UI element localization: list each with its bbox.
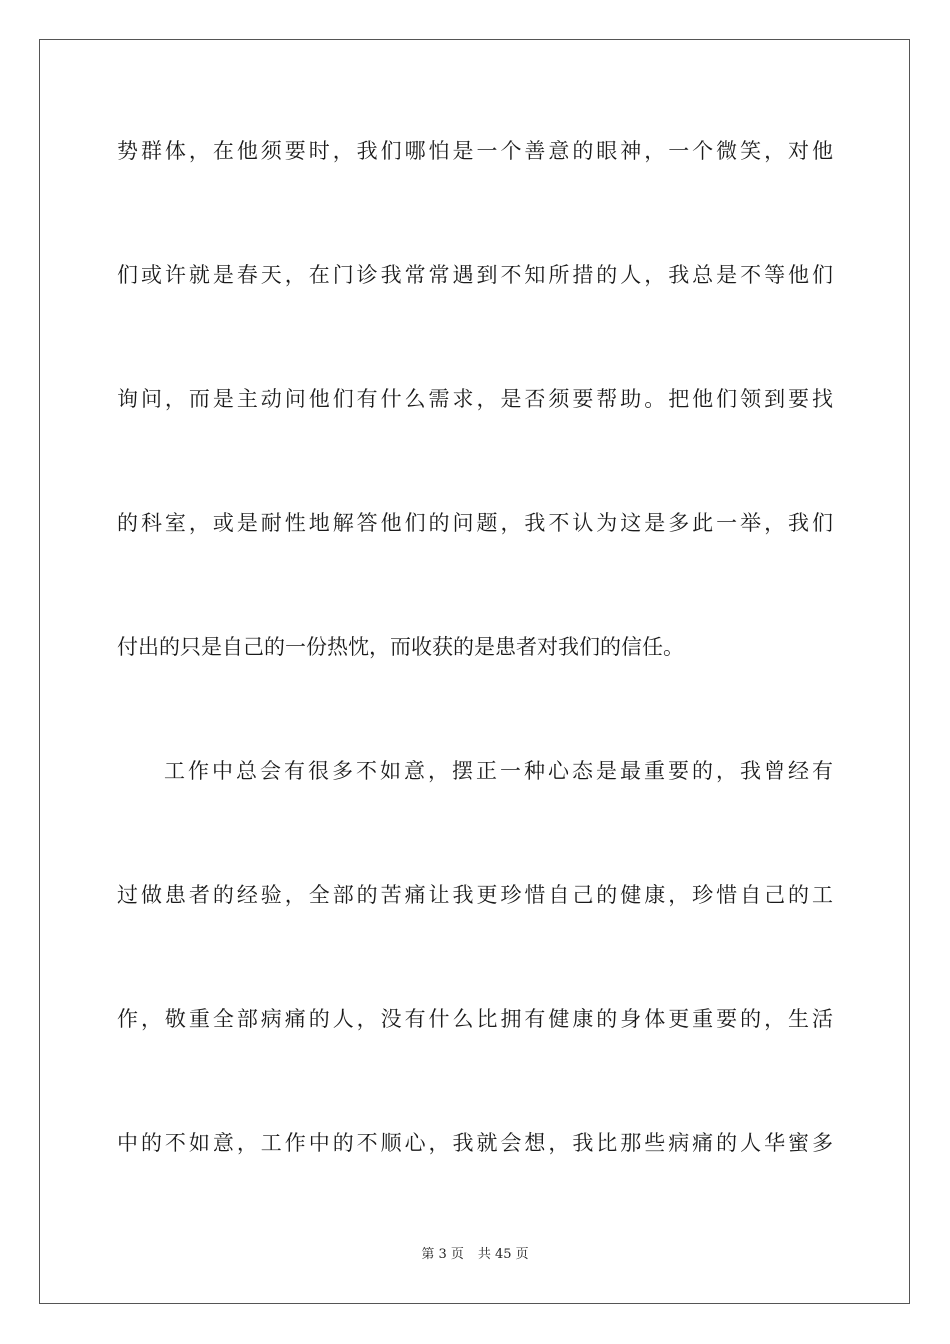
page-total: 共 45 页 bbox=[477, 1247, 529, 1262]
paragraph-line-7: 过做患者的经验，全部的苦痛让我更珍惜自己的健康，珍惜自己的工 bbox=[117, 883, 833, 907]
paragraph-line-5: 付出的只是自己的一份热忱，而收获的是患者对我们的信任。 bbox=[117, 635, 684, 659]
page-number: 第 3 页 bbox=[421, 1247, 464, 1262]
paragraph-line-3: 询问，而是主动问他们有什么需求，是否须要帮助。把他们领到要找 bbox=[117, 387, 833, 411]
paragraph-line-4: 的科室，或是耐性地解答他们的问题，我不认为这是多此一举，我们 bbox=[117, 511, 833, 535]
paragraph-line-6: 工作中总会有很多不如意，摆正一种心态是最重要的，我曾经有 bbox=[164, 759, 833, 783]
page-footer bbox=[0, 1246, 950, 1264]
paragraph-line-1: 势群体，在他须要时，我们哪怕是一个善意的眼神，一个微笑，对他 bbox=[117, 139, 833, 163]
page-border bbox=[39, 39, 910, 1304]
paragraph-line-2: 们或许就是春天，在门诊我常常遇到不知所措的人，我总是不等他们 bbox=[117, 263, 833, 287]
paragraph-line-9: 中的不如意，工作中的不顺心，我就会想，我比那些病痛的人华蜜多 bbox=[117, 1131, 833, 1155]
paragraph-line-8: 作，敬重全部病痛的人，没有什么比拥有健康的身体更重要的，生活 bbox=[117, 1007, 833, 1031]
